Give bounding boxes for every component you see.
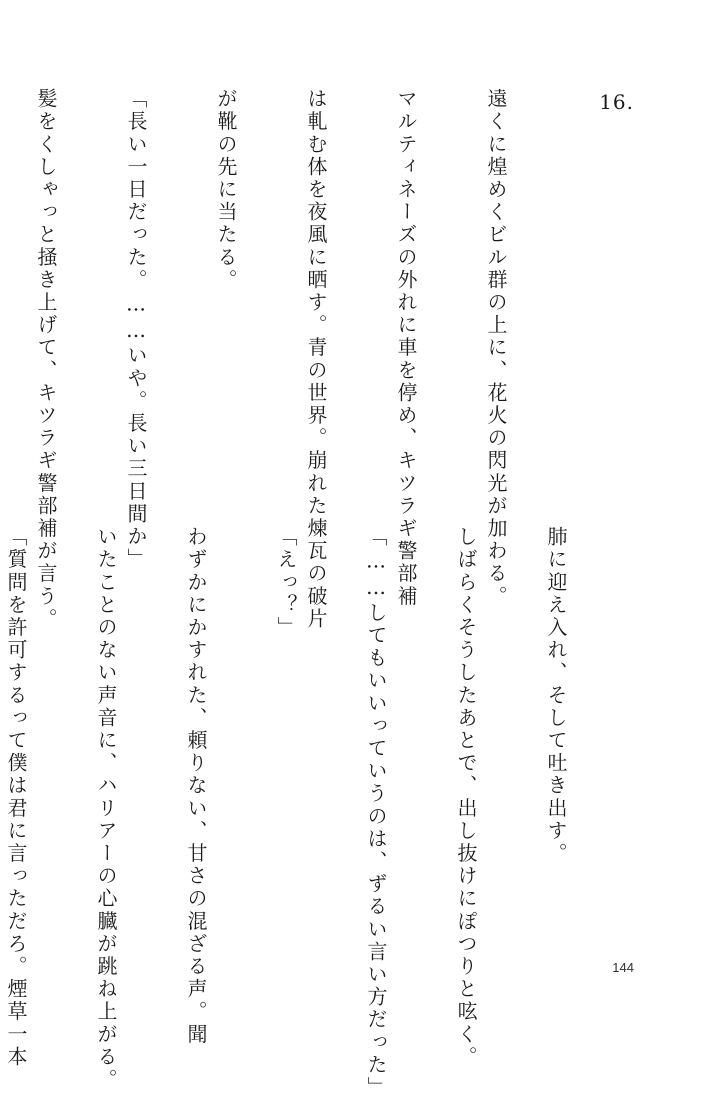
text-line: しばらくそうしたあとで、出し抜けにぽつりと呟く。 <box>454 526 478 1069</box>
chapter-number: 16. <box>599 90 634 114</box>
text-line: いたことのない声音に、ハリアーの心臓が跳ね上がる。 <box>94 526 118 1091</box>
text-line: 「長い一日だった。……いや。長い三日間か」 <box>124 88 148 571</box>
text-line: は軋む体を夜風に晒す。青の世界。崩れた煉瓦の破片 <box>304 88 328 631</box>
text-line: 「……してもいいっていうのは、ずるい言い方だった」 <box>364 526 388 1099</box>
text-line: 「えっ？」 <box>274 526 298 639</box>
text-line: 髪をくしゃっと掻き上げて、キツラギ警部補が言う。 <box>34 88 58 631</box>
text-line: 肺に迎え入れ、そして吐き出す。 <box>544 526 568 865</box>
text-line: が靴の先に当たる。 <box>214 88 238 292</box>
text-line: マルティネーズの外れに車を停め、キツラギ警部補 <box>394 88 418 608</box>
text-line: わずかにかすれた、頼りない、甘さの混ざる声。聞 <box>184 526 208 1046</box>
text-line: 遠くに煌めくビル群の上に、花火の閃光が加わる。 <box>484 88 508 608</box>
page-number: 144 <box>612 960 634 975</box>
text-line: 「質問を許可するって僕は君に言っただろ。煙草一本 <box>4 526 28 1069</box>
